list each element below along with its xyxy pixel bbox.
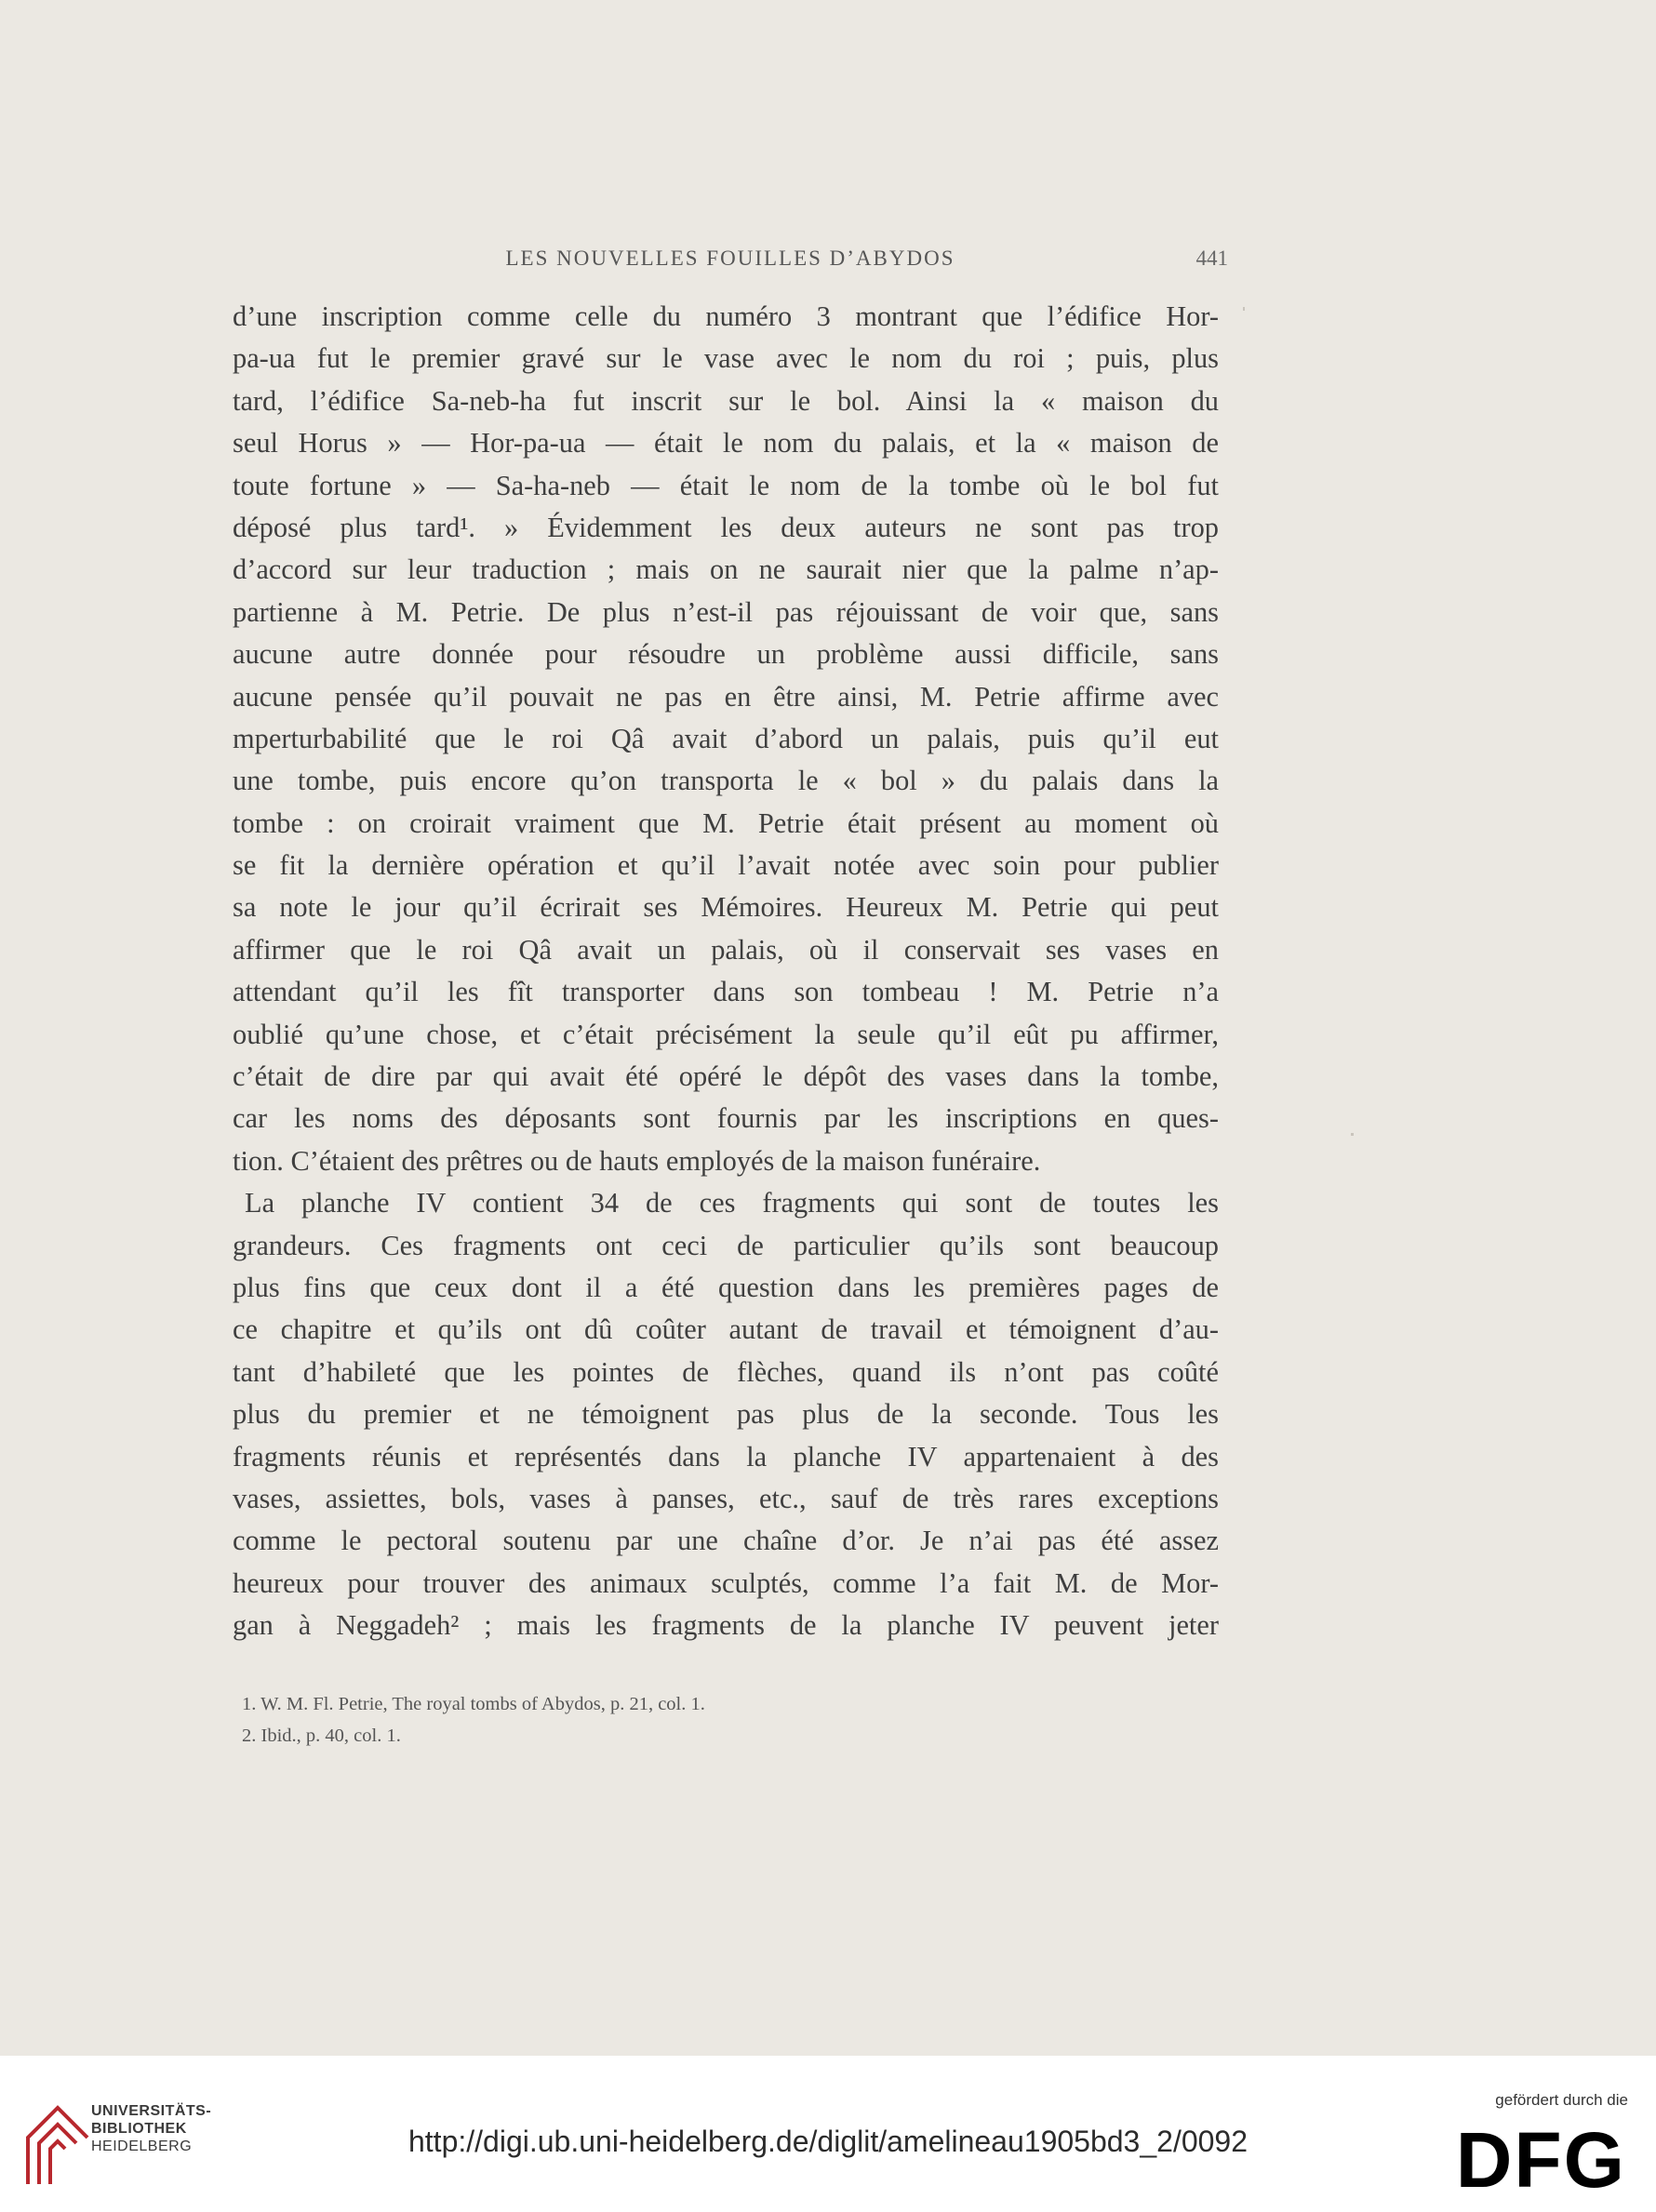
library-name-line: UNIVERSITÄTS- — [91, 2103, 212, 2119]
text-line: fragments réunis et représentés dans la planche IV appartenaient à des — [233, 1440, 1219, 1472]
text-line: d’accord sur leur traduction ; mais on ne saurait nier que la palme n’ap- — [233, 553, 1219, 586]
text-line: car les noms des déposants sont fournis par les inscriptions en ques- — [233, 1102, 1219, 1135]
footnote-2: 2. Ibid., p. 40, col. 1. — [242, 1726, 401, 1746]
library-name-line: BIBLIOTHEK — [91, 2121, 187, 2137]
scan-speck — [1243, 307, 1245, 311]
text-line: déposé plus tard¹. » Évidemment les deux auteurs ne sont pas trop — [233, 511, 1219, 543]
text-line: gan à Neggadeh² ; mais les fragments de la planche IV peuvent jeter — [233, 1609, 1219, 1642]
text-line: une tombe, puis encore qu’on transporta le « bol » du palais dans la — [233, 765, 1219, 797]
text-line: pa-ua fut le premier gravé sur le vase avec le nom du roi ; puis, plus — [233, 342, 1219, 375]
text-line: toute fortune » — Sa-ha-neb — était le nom de la tombe où le bol fut — [233, 469, 1219, 501]
running-title: LES NOUVELLES FOUILLES D’ABYDOS — [505, 247, 955, 270]
text-line: plus fins que ceux dont il a été question dans les premières pages de — [233, 1271, 1219, 1303]
page-header — [233, 247, 1228, 284]
text-line: vases, assiettes, bols, vases à panses, etc., sauf de très rares exceptions — [233, 1482, 1219, 1514]
funding-caption: gefördert durch die — [1495, 2091, 1628, 2109]
text-line: La planche IV contient 34 de ces fragments qui sont de toutes les — [245, 1187, 1219, 1219]
text-line: ce chapitre et qu’ils ont dû coûter autant de travail et témoignent d’au- — [233, 1313, 1219, 1346]
text-line: se fit la dernière opération et qu’il l’avait notée avec soin pour publier — [233, 849, 1219, 882]
text-line: tombe : on croirait vraiment que M. Petrie était présent au moment où — [233, 806, 1219, 839]
footnote-1: 1. W. M. Fl. Petrie, The royal tombs of Abydos, p. 21, col. 1. — [242, 1694, 705, 1714]
text-line: grandeurs. Ces fragments ont ceci de particulier qu’ils sont beaucoup — [233, 1229, 1219, 1261]
text-line: tant d’habileté que les pointes de flèches, quand ils n’ont pas coûté — [233, 1355, 1219, 1388]
text-line: c’était de dire par qui avait été opéré le dépôt des vases dans la tombe, — [233, 1060, 1219, 1093]
text-line: plus du premier et ne témoignent pas plus de la seconde. Tous les — [233, 1398, 1219, 1431]
scan-speck — [1351, 1133, 1354, 1136]
text-line: partienne à M. Petrie. De plus n’est-il pas réjouissant de voir que, sans — [233, 595, 1219, 628]
text-line: aucune autre donnée pour résoudre un problème aussi difficile, sans — [233, 638, 1219, 671]
text-line: aucune pensée qu’il pouvait ne pas en être ainsi, M. Petrie affirme avec — [233, 680, 1219, 713]
text-line: oublié qu’une chose, et c’était précisément la seule qu’il eût pu affirmer, — [233, 1018, 1219, 1050]
text-line: mperturbabilité que le roi Qâ avait d’abord un palais, puis qu’il eut — [233, 722, 1219, 754]
text-line: attendant qu’il les fît transporter dans son tombeau ! M. Petrie n’a — [233, 976, 1219, 1008]
text-line: heureux pour trouver des animaux sculptés, comme l’a fait M. de Mor- — [233, 1566, 1219, 1599]
page-number: 441 — [1195, 247, 1228, 270]
dfg-logo: DFG — [1455, 2116, 1626, 2204]
text-line: tard, l’édifice Sa-neb-ha fut inscrit sur le bol. Ainsi la « maison du — [233, 384, 1219, 417]
footnotes — [242, 1688, 1172, 1752]
text-line: affirmer que le roi Qâ avait un palais, où il conservait ses vases en — [233, 933, 1219, 966]
permalink-url[interactable]: http://digi.ub.uni-heidelberg.de/diglit/amelineau1905bd3_2/0092 — [407, 2125, 1249, 2158]
text-line: d’une inscription comme celle du numéro 3 montrant que l’édifice Hor- — [233, 300, 1219, 332]
digitization-footer — [0, 2056, 1656, 2212]
text-line: seul Horus » — Hor-pa-ua — était le nom du palais, et la « maison de — [233, 427, 1219, 460]
text-line: tion. C’étaient des prêtres ou de hauts employés de la maison funéraire. — [233, 1144, 1041, 1177]
library-name-line: HEIDELBERG — [91, 2139, 193, 2154]
body-text — [233, 296, 1219, 1647]
text-line: sa note le jour qu’il écrirait ses Mémoires. Heureux M. Petrie qui peut — [233, 891, 1219, 924]
text-line: comme le pectoral soutenu par une chaîne d’or. Je n’ai pas été assez — [233, 1525, 1219, 1557]
